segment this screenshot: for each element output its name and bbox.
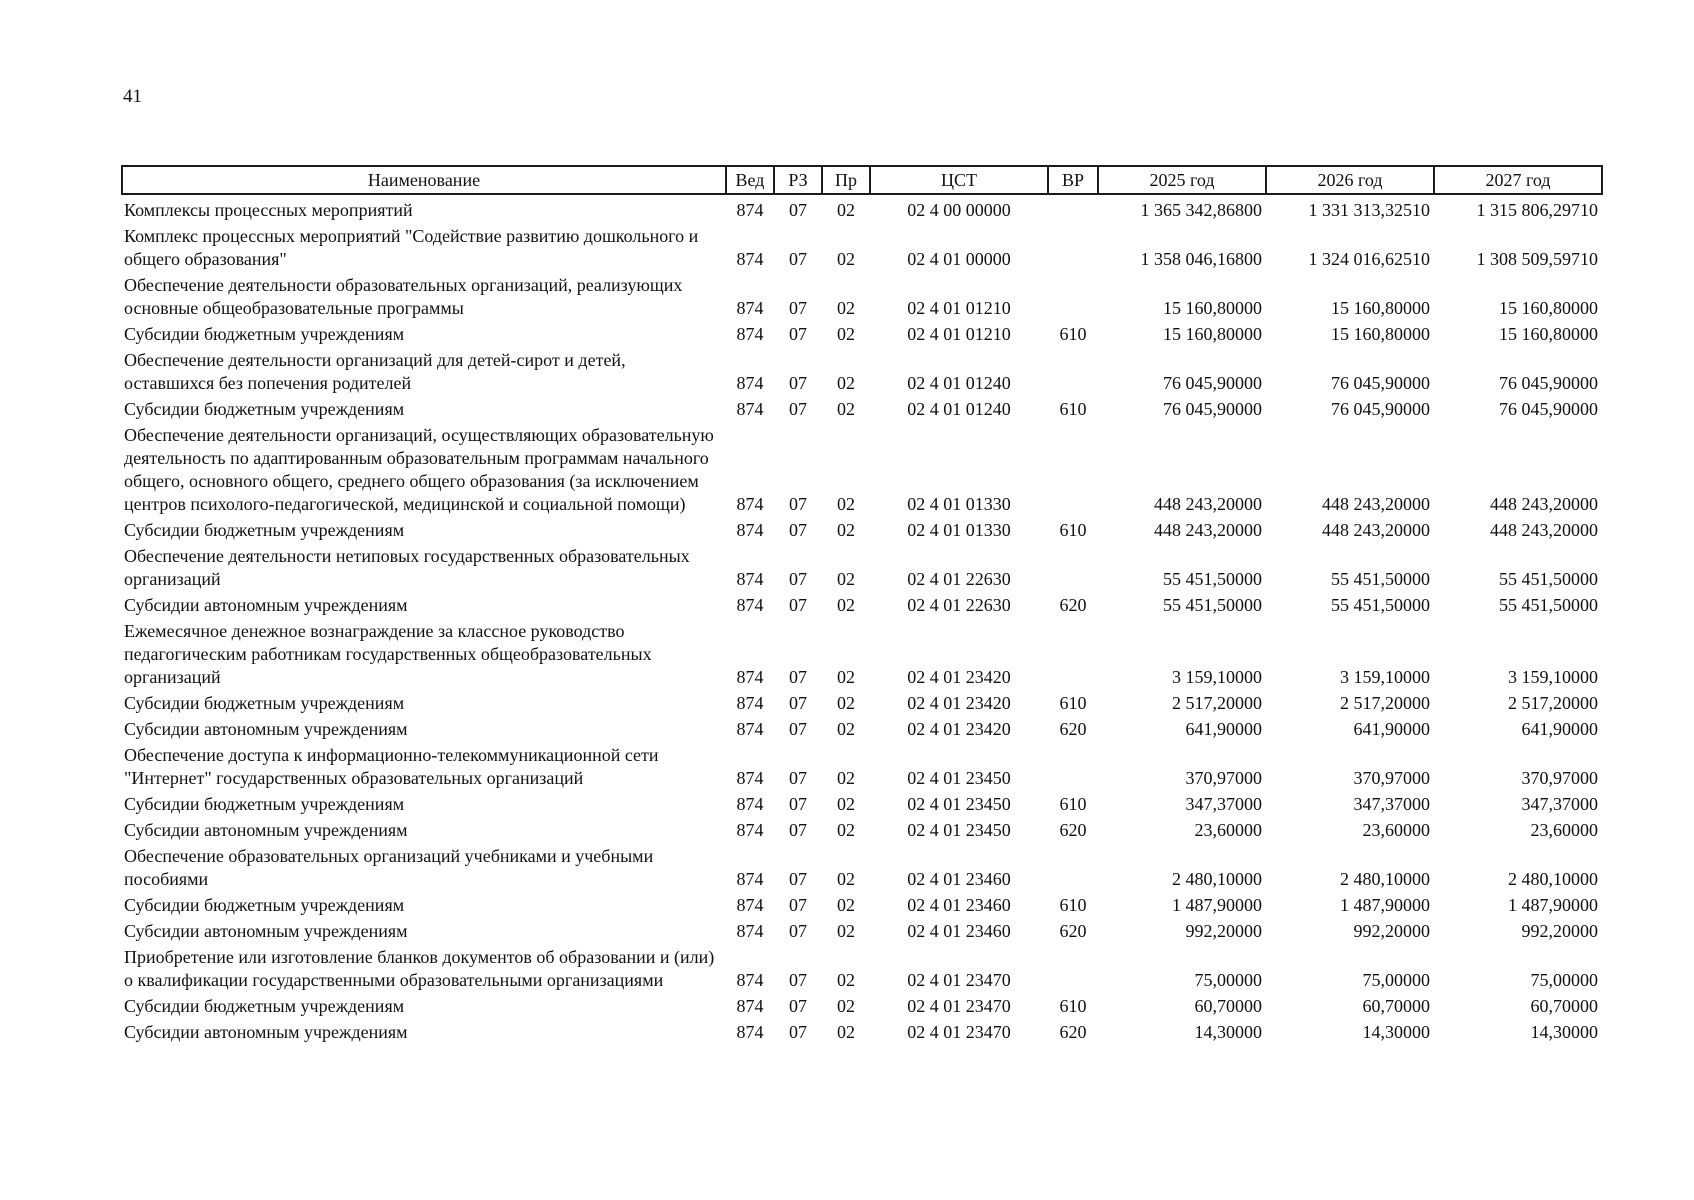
cell-ved: 874 <box>736 895 764 915</box>
cell-pr: 02 <box>837 249 855 269</box>
header-vr: ВР <box>1048 166 1098 194</box>
cell-2026: 992,20000 <box>1353 921 1430 941</box>
cell-rz: 07 <box>789 921 807 941</box>
cell-2026: 1 324 016,62510 <box>1308 249 1430 269</box>
cell-vr <box>1048 542 1098 591</box>
cell-cst: 02 4 01 01330 <box>907 520 1011 540</box>
cell-2026: 75,00000 <box>1362 970 1430 990</box>
cell-name: Субсидии автономным учреждениям <box>124 921 408 941</box>
cell-pr: 02 <box>837 399 855 419</box>
cell-2025: 2 480,10000 <box>1172 869 1262 889</box>
cell-pr: 02 <box>837 869 855 889</box>
cell-2025: 1 487,90000 <box>1172 895 1262 915</box>
cell-2027: 448 243,20000 <box>1490 494 1598 514</box>
cell-vr <box>1048 222 1098 271</box>
table-row <box>122 617 1602 689</box>
cell-2026: 14,30000 <box>1362 1022 1430 1042</box>
cell-rz: 07 <box>789 324 807 344</box>
cell-ved: 874 <box>736 794 764 814</box>
cell-vr: 610 <box>1059 399 1087 419</box>
cell-rz: 07 <box>789 719 807 739</box>
table-row <box>122 591 1602 617</box>
header-2027: 2027 год <box>1434 166 1602 194</box>
cell-vr <box>1048 194 1098 222</box>
cell-pr: 02 <box>837 719 855 739</box>
cell-cst: 02 4 00 00000 <box>907 200 1011 220</box>
cell-name: Приобретение или изготовление бланков документов об образовании и (или) о квалификации государственными образовательными организациями <box>124 947 715 990</box>
cell-rz: 07 <box>789 494 807 514</box>
cell-2027: 3 159,10000 <box>1508 667 1598 687</box>
table-row <box>122 194 1602 222</box>
cell-2026: 15 160,80000 <box>1331 324 1430 344</box>
cell-2026: 76 045,90000 <box>1331 399 1430 419</box>
cell-2027: 2 517,20000 <box>1508 693 1598 713</box>
header-pr: Пр <box>822 166 870 194</box>
cell-pr: 02 <box>837 895 855 915</box>
header-row <box>122 166 1602 194</box>
cell-2027: 448 243,20000 <box>1490 520 1598 540</box>
cell-name: Субсидии бюджетным учреждениям <box>124 693 405 713</box>
cell-cst: 02 4 01 01210 <box>907 298 1011 318</box>
cell-cst: 02 4 01 00000 <box>907 249 1011 269</box>
cell-rz: 07 <box>789 869 807 889</box>
cell-2027: 15 160,80000 <box>1499 298 1598 318</box>
cell-name: Субсидии бюджетным учреждениям <box>124 520 405 540</box>
table-row <box>122 943 1602 992</box>
cell-2025: 55 451,50000 <box>1163 569 1262 589</box>
cell-ved: 874 <box>736 996 764 1016</box>
cell-2025: 55 451,50000 <box>1163 595 1262 615</box>
cell-2025: 370,97000 <box>1185 768 1262 788</box>
cell-2027: 55 451,50000 <box>1499 569 1598 589</box>
cell-pr: 02 <box>837 768 855 788</box>
cell-2025: 76 045,90000 <box>1163 373 1262 393</box>
cell-2025: 2 517,20000 <box>1172 693 1262 713</box>
cell-2025: 15 160,80000 <box>1163 298 1262 318</box>
cell-2027: 23,60000 <box>1530 820 1598 840</box>
cell-2025: 15 160,80000 <box>1163 324 1262 344</box>
cell-vr: 620 <box>1059 921 1087 941</box>
cell-rz: 07 <box>789 970 807 990</box>
cell-2027: 15 160,80000 <box>1499 324 1598 344</box>
cell-2025: 60,70000 <box>1194 996 1262 1016</box>
cell-name: Обеспечение образовательных организаций учебниками и учебными пособиями <box>124 846 654 889</box>
cell-ved: 874 <box>736 693 764 713</box>
table-row <box>122 917 1602 943</box>
cell-2025: 1 365 342,86800 <box>1140 200 1262 220</box>
cell-rz: 07 <box>789 996 807 1016</box>
cell-2026: 448 243,20000 <box>1322 494 1430 514</box>
cell-cst: 02 4 01 01210 <box>907 324 1011 344</box>
cell-2027: 60,70000 <box>1530 996 1598 1016</box>
cell-2026: 641,90000 <box>1353 719 1430 739</box>
cell-rz: 07 <box>789 373 807 393</box>
cell-cst: 02 4 01 23450 <box>907 794 1011 814</box>
cell-vr <box>1048 842 1098 891</box>
table-header <box>122 166 1602 194</box>
cell-2026: 2 517,20000 <box>1340 693 1430 713</box>
cell-rz: 07 <box>789 298 807 318</box>
cell-pr: 02 <box>837 970 855 990</box>
cell-2026: 2 480,10000 <box>1340 869 1430 889</box>
cell-vr: 610 <box>1059 324 1087 344</box>
table-row <box>122 816 1602 842</box>
cell-2027: 641,90000 <box>1521 719 1598 739</box>
cell-2026: 60,70000 <box>1362 996 1430 1016</box>
cell-2027: 55 451,50000 <box>1499 595 1598 615</box>
cell-ved: 874 <box>736 667 764 687</box>
budget-table <box>121 165 1603 1044</box>
cell-cst: 02 4 01 23470 <box>907 1022 1011 1042</box>
cell-2027: 14,30000 <box>1530 1022 1598 1042</box>
cell-name: Субсидии бюджетным учреждениям <box>124 794 405 814</box>
cell-pr: 02 <box>837 794 855 814</box>
cell-pr: 02 <box>837 324 855 344</box>
cell-ved: 874 <box>736 399 764 419</box>
cell-vr: 610 <box>1059 693 1087 713</box>
header-2026: 2026 год <box>1266 166 1434 194</box>
cell-vr: 620 <box>1059 595 1087 615</box>
cell-ved: 874 <box>736 373 764 393</box>
cell-name: Обеспечение деятельности организаций, осуществляющих образовательную деятельность по адаптированным образовательным программам начального общего, основного общего, среднего общего образования (за исключением центров психолого-педагогической, медицинской и социальной помощи) <box>124 425 714 514</box>
cell-2025: 23,60000 <box>1194 820 1262 840</box>
cell-2027: 992,20000 <box>1521 921 1598 941</box>
cell-vr <box>1048 346 1098 395</box>
cell-pr: 02 <box>837 200 855 220</box>
cell-2025: 75,00000 <box>1194 970 1262 990</box>
table-row <box>122 790 1602 816</box>
cell-2025: 992,20000 <box>1185 921 1262 941</box>
cell-vr: 620 <box>1059 820 1087 840</box>
table-row <box>122 320 1602 346</box>
cell-vr <box>1048 617 1098 689</box>
cell-pr: 02 <box>837 494 855 514</box>
cell-vr: 620 <box>1059 719 1087 739</box>
cell-2025: 448 243,20000 <box>1154 494 1262 514</box>
cell-2026: 15 160,80000 <box>1331 298 1430 318</box>
cell-rz: 07 <box>789 1022 807 1042</box>
cell-cst: 02 4 01 23470 <box>907 970 1011 990</box>
cell-2027: 76 045,90000 <box>1499 373 1598 393</box>
cell-name: Обеспечение деятельности нетиповых государственных образовательных организаций <box>124 546 690 589</box>
cell-ved: 874 <box>736 324 764 344</box>
cell-2026: 347,37000 <box>1353 794 1430 814</box>
cell-cst: 02 4 01 23450 <box>907 768 1011 788</box>
table-row <box>122 542 1602 591</box>
table-row <box>122 346 1602 395</box>
cell-rz: 07 <box>789 895 807 915</box>
header-2025: 2025 год <box>1098 166 1266 194</box>
cell-ved: 874 <box>736 298 764 318</box>
cell-2027: 347,37000 <box>1521 794 1598 814</box>
cell-name: Обеспечение доступа к информационно-телекоммуникационной сети "Интернет" государственных образовательных организаций <box>124 745 659 788</box>
cell-vr <box>1048 741 1098 790</box>
cell-name: Комплекс процессных мероприятий "Содействие развитию дошкольного и общего образования" <box>124 226 699 269</box>
cell-rz: 07 <box>789 820 807 840</box>
cell-ved: 874 <box>736 869 764 889</box>
cell-name: Субсидии бюджетным учреждениям <box>124 996 405 1016</box>
table-row <box>122 842 1602 891</box>
cell-2025: 641,90000 <box>1185 719 1262 739</box>
cell-cst: 02 4 01 23420 <box>907 719 1011 739</box>
cell-cst: 02 4 01 23420 <box>907 667 1011 687</box>
cell-cst: 02 4 01 23450 <box>907 820 1011 840</box>
header-ved: Вед <box>726 166 774 194</box>
cell-rz: 07 <box>789 249 807 269</box>
cell-vr <box>1048 271 1098 320</box>
header-name: Наименование <box>122 166 726 194</box>
cell-2027: 1 308 509,59710 <box>1476 249 1598 269</box>
cell-rz: 07 <box>789 667 807 687</box>
cell-2026: 76 045,90000 <box>1331 373 1430 393</box>
cell-2025: 448 243,20000 <box>1154 520 1262 540</box>
cell-vr: 610 <box>1059 895 1087 915</box>
cell-2027: 75,00000 <box>1530 970 1598 990</box>
cell-ved: 874 <box>736 820 764 840</box>
cell-cst: 02 4 01 01240 <box>907 399 1011 419</box>
cell-pr: 02 <box>837 667 855 687</box>
cell-pr: 02 <box>837 595 855 615</box>
cell-pr: 02 <box>837 820 855 840</box>
cell-ved: 874 <box>736 1022 764 1042</box>
cell-name: Субсидии бюджетным учреждениям <box>124 399 405 419</box>
cell-vr <box>1048 943 1098 992</box>
table-row <box>122 992 1602 1018</box>
cell-pr: 02 <box>837 1022 855 1042</box>
cell-pr: 02 <box>837 693 855 713</box>
cell-2025: 347,37000 <box>1185 794 1262 814</box>
cell-pr: 02 <box>837 996 855 1016</box>
cell-cst: 02 4 01 01330 <box>907 494 1011 514</box>
cell-2026: 370,97000 <box>1353 768 1430 788</box>
cell-rz: 07 <box>789 693 807 713</box>
cell-ved: 874 <box>736 719 764 739</box>
cell-name: Обеспечение деятельности образовательных организаций, реализующих основные общеобразовательные программы <box>124 275 683 318</box>
cell-name: Субсидии автономным учреждениям <box>124 595 408 615</box>
cell-2026: 3 159,10000 <box>1340 667 1430 687</box>
cell-ved: 874 <box>736 249 764 269</box>
cell-rz: 07 <box>789 569 807 589</box>
cell-rz: 07 <box>789 200 807 220</box>
cell-rz: 07 <box>789 520 807 540</box>
cell-ved: 874 <box>736 494 764 514</box>
cell-name: Комплексы процессных мероприятий <box>124 200 413 220</box>
cell-2027: 1 487,90000 <box>1508 895 1598 915</box>
cell-ved: 874 <box>736 520 764 540</box>
cell-rz: 07 <box>789 768 807 788</box>
cell-cst: 02 4 01 22630 <box>907 595 1011 615</box>
cell-2026: 55 451,50000 <box>1331 595 1430 615</box>
table-row <box>122 715 1602 741</box>
table-row <box>122 516 1602 542</box>
cell-vr: 620 <box>1059 1022 1087 1042</box>
cell-pr: 02 <box>837 520 855 540</box>
cell-pr: 02 <box>837 373 855 393</box>
cell-ved: 874 <box>736 200 764 220</box>
cell-name: Субсидии бюджетным учреждениям <box>124 324 405 344</box>
table-row <box>122 891 1602 917</box>
cell-2025: 14,30000 <box>1194 1022 1262 1042</box>
cell-name: Ежемесячное денежное вознаграждение за классное руководство педагогическим работникам государственных общеобразовательных организаций <box>124 621 652 687</box>
cell-rz: 07 <box>789 794 807 814</box>
table-row <box>122 421 1602 516</box>
cell-2026: 23,60000 <box>1362 820 1430 840</box>
table-row <box>122 1018 1602 1044</box>
cell-pr: 02 <box>837 569 855 589</box>
cell-vr <box>1048 421 1098 516</box>
table-row <box>122 271 1602 320</box>
cell-cst: 02 4 01 22630 <box>907 569 1011 589</box>
cell-rz: 07 <box>789 399 807 419</box>
cell-ved: 874 <box>736 970 764 990</box>
cell-cst: 02 4 01 23420 <box>907 693 1011 713</box>
cell-2026: 55 451,50000 <box>1331 569 1430 589</box>
table-row <box>122 689 1602 715</box>
cell-2025: 1 358 046,16800 <box>1140 249 1262 269</box>
cell-2025: 76 045,90000 <box>1163 399 1262 419</box>
cell-2026: 1 331 313,32510 <box>1308 200 1430 220</box>
cell-pr: 02 <box>837 921 855 941</box>
table-row <box>122 741 1602 790</box>
cell-2026: 448 243,20000 <box>1322 520 1430 540</box>
cell-pr: 02 <box>837 298 855 318</box>
cell-2027: 1 315 806,29710 <box>1476 200 1598 220</box>
cell-cst: 02 4 01 01240 <box>907 373 1011 393</box>
header-rz: РЗ <box>774 166 822 194</box>
cell-name: Субсидии автономным учреждениям <box>124 1022 408 1042</box>
cell-cst: 02 4 01 23460 <box>907 921 1011 941</box>
header-cst: ЦСТ <box>870 166 1048 194</box>
cell-cst: 02 4 01 23470 <box>907 996 1011 1016</box>
cell-ved: 874 <box>736 569 764 589</box>
cell-2026: 1 487,90000 <box>1340 895 1430 915</box>
table-body <box>122 194 1602 1044</box>
table-row <box>122 395 1602 421</box>
cell-2027: 2 480,10000 <box>1508 869 1598 889</box>
cell-ved: 874 <box>736 768 764 788</box>
cell-vr: 610 <box>1059 520 1087 540</box>
cell-name: Субсидии автономным учреждениям <box>124 820 408 840</box>
table-row <box>122 222 1602 271</box>
cell-2027: 76 045,90000 <box>1499 399 1598 419</box>
cell-name: Обеспечение деятельности организаций для детей-сирот и детей, оставшихся без попечения родителей <box>124 350 626 393</box>
page-number: 41 <box>123 86 142 107</box>
cell-vr: 610 <box>1059 996 1087 1016</box>
cell-ved: 874 <box>736 595 764 615</box>
cell-2025: 3 159,10000 <box>1172 667 1262 687</box>
cell-ved: 874 <box>736 921 764 941</box>
cell-name: Субсидии бюджетным учреждениям <box>124 895 405 915</box>
cell-cst: 02 4 01 23460 <box>907 869 1011 889</box>
cell-cst: 02 4 01 23460 <box>907 895 1011 915</box>
cell-name: Субсидии автономным учреждениям <box>124 719 408 739</box>
cell-vr: 610 <box>1059 794 1087 814</box>
cell-2027: 370,97000 <box>1521 768 1598 788</box>
cell-rz: 07 <box>789 595 807 615</box>
